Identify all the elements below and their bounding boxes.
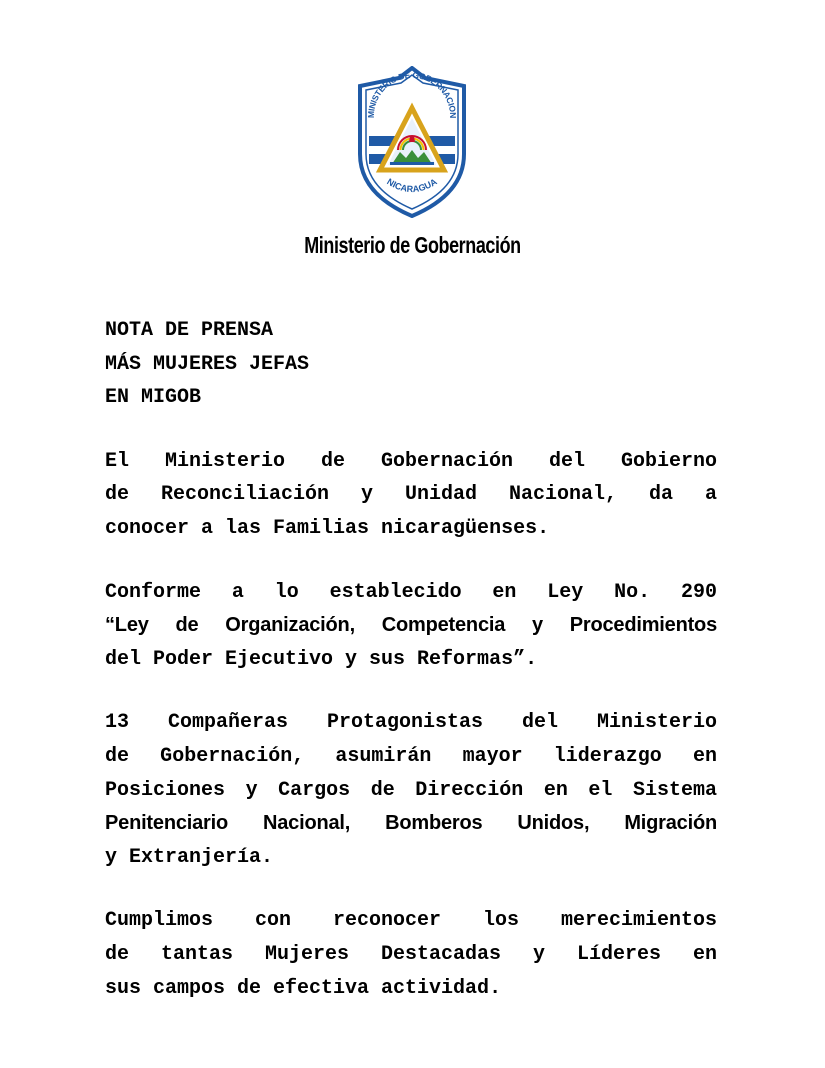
paragraph-line: de tantas Mujeres Destacadas y Líderes en xyxy=(105,942,717,966)
paragraph-1 xyxy=(105,445,717,546)
paragraph-line: conocer a las Familias nicaragüenses. xyxy=(105,516,550,540)
press-note-heading xyxy=(105,314,717,415)
paragraph-line: “Ley de Organización, Competencia y Procedimientos xyxy=(105,614,717,637)
paragraph-4 xyxy=(105,904,717,1005)
paragraph-line: Conforme a lo establecido en Ley No. 290 xyxy=(105,580,717,604)
paragraph-line: del Poder Ejecutivo y sus Reformas”. xyxy=(105,647,538,671)
paragraph-line: 13 Compañeras Protagonistas del Ministerio xyxy=(105,711,717,735)
paragraph-line: sus campos de efectiva actividad. xyxy=(105,976,502,1000)
logo-top-text: MINISTERIO DE GOBERNACION xyxy=(365,69,459,119)
paragraph-line: El Ministerio de Gobernación del Gobierno xyxy=(105,449,717,473)
paragraph-line: y Extranjería. xyxy=(105,845,274,869)
paragraph-line: Posiciones y Cargos de Dirección en el Sistema xyxy=(105,778,717,802)
paragraph-3 xyxy=(105,706,717,874)
heading-line-2: MÁS MUJERES JEFAS xyxy=(105,352,310,376)
paragraph-2 xyxy=(105,576,717,677)
heading-line-3: EN MIGOB xyxy=(105,386,202,410)
paragraph-line: de Gobernación, asumirán mayor liderazgo en xyxy=(105,744,717,768)
ministry-logo xyxy=(352,66,472,218)
ministry-name: Ministerio de Gobernación xyxy=(304,232,521,258)
paragraph-line: de Reconciliación y Unidad Nacional, da a xyxy=(105,483,717,507)
paragraph-line: Penitenciario Nacional, Bomberos Unidos, Migración xyxy=(105,812,717,835)
heading-line-1: NOTA DE PRENSA xyxy=(105,319,274,342)
logo-bottom-text: NICARAGUA xyxy=(385,176,439,195)
press-note-body xyxy=(105,314,717,1005)
paragraph-line: Cumplimos con reconocer los merecimientos xyxy=(105,909,717,933)
